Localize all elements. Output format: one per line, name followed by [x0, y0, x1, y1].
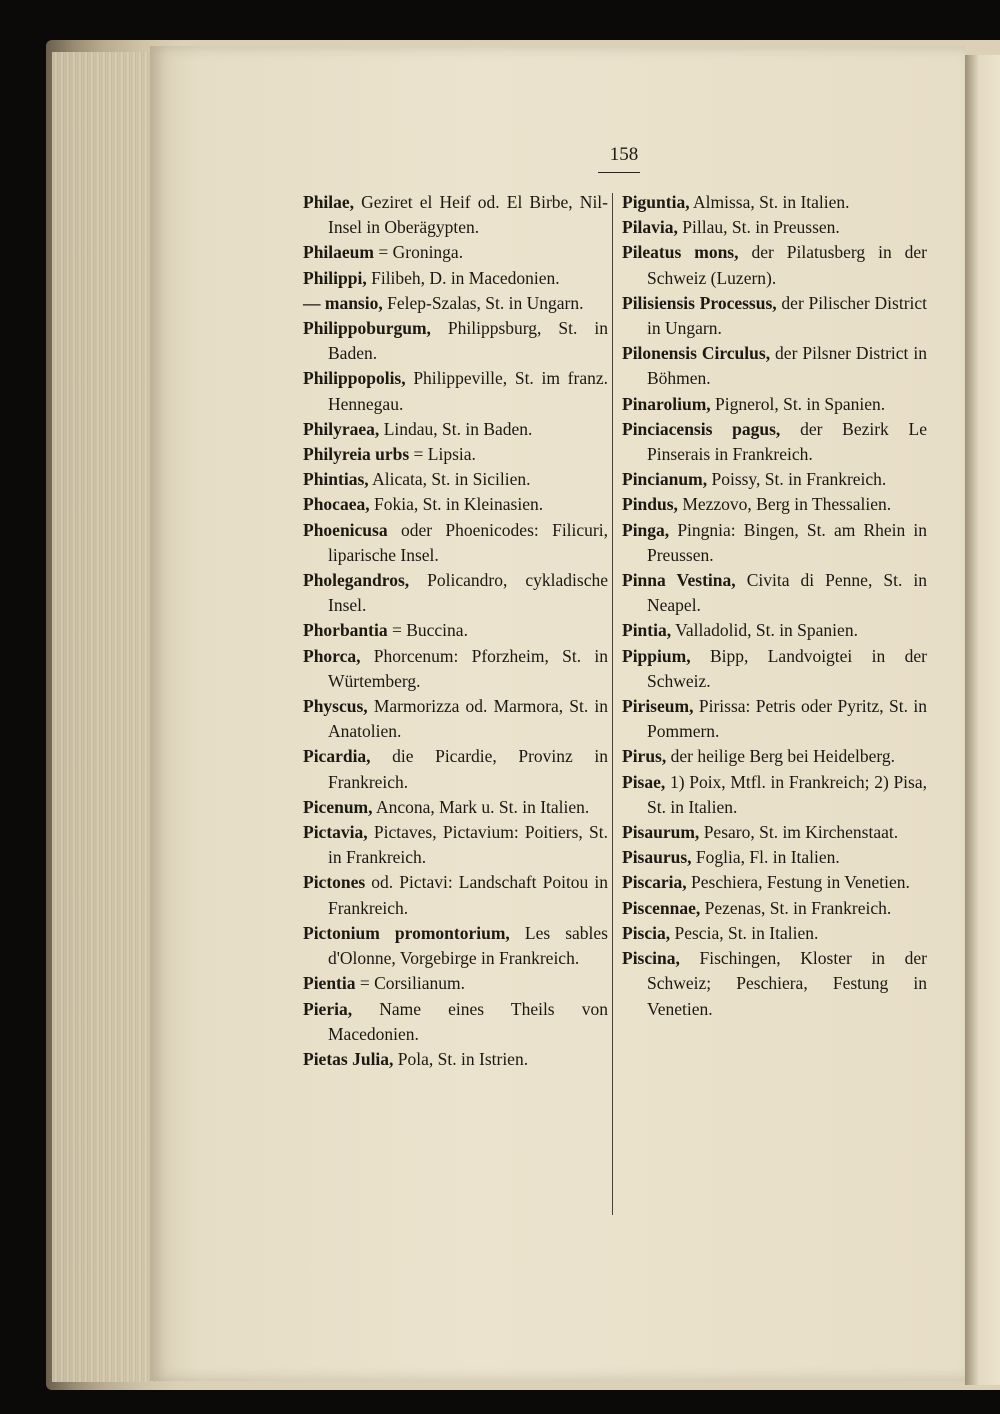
entry-headword: Pinarolium,: [622, 393, 711, 414]
entry-definition: = Groninga.: [378, 242, 464, 263]
dictionary-entry: [622, 744, 927, 769]
entry-headword: Philyraea,: [303, 418, 380, 439]
entry-definition: der Pilischer District in Ungarn.: [647, 292, 928, 339]
dictionary-entry: [303, 316, 608, 366]
entry-definition: Peschiera, Festung in Venetien.: [691, 872, 910, 893]
dictionary-entry: [622, 820, 927, 845]
entry-headword: Physcus,: [303, 696, 368, 717]
entry-headword: Pilonensis Circulus,: [622, 343, 771, 364]
entry-definition: Pirissa: Petris oder Pyritz, St. in Pommern.: [647, 696, 928, 742]
dictionary-entry: [622, 921, 927, 946]
entry-headword: Piriseum,: [622, 696, 694, 717]
entry-headword: Pinna Vestina,: [622, 570, 736, 591]
entry-definition: Civita di Penne, St. in Neapel.: [647, 570, 927, 616]
entry-headword: Pirus,: [622, 746, 667, 767]
entry-definition: der Bezirk Le Pinserais in Frankreich.: [647, 418, 927, 465]
dictionary-entry: [303, 744, 608, 794]
entry-definition: Geziret el Heif od. El Birbe, Nil-Insel in Oberägypten.: [328, 192, 608, 238]
entry-headword: Piscia,: [622, 922, 671, 943]
dictionary-entry: [622, 946, 927, 1022]
entry-headword: Phorca,: [303, 645, 361, 666]
dictionary-entry: [303, 467, 608, 492]
entry-headword: — mansio,: [303, 292, 383, 313]
entry-definition: Foglia, Fl. in Italien.: [695, 847, 840, 868]
left-column: [303, 190, 608, 1072]
page-edges: [52, 52, 162, 1382]
dictionary-entry: [622, 518, 927, 568]
dictionary-entry: [303, 971, 608, 996]
dictionary-entry: [303, 618, 608, 643]
entry-headword: Piscennae,: [622, 897, 701, 918]
dictionary-entry: [303, 291, 608, 316]
entry-headword: Pincianum,: [622, 469, 708, 490]
entry-headword: Phorbantia: [303, 620, 388, 641]
entry-headword: Pictavia,: [303, 822, 368, 843]
entry-headword: Pieria,: [303, 998, 353, 1019]
dictionary-entry: [303, 190, 608, 240]
entry-definition: Fokia, St. in Kleinasien.: [373, 494, 544, 515]
entry-headword: Philaeum: [303, 242, 374, 263]
entry-headword: Philippi,: [303, 267, 367, 288]
facing-page-edge: [965, 55, 1000, 1385]
entry-definition: Mezzovo, Berg in Thessalien.: [682, 494, 892, 515]
dictionary-entry: [303, 568, 608, 618]
entry-definition: oder Phoenicodes: Filicuri, liparische Insel.: [328, 519, 608, 565]
entry-definition: Ancona, Mark u. St. in Italien.: [375, 796, 590, 817]
entry-definition: Pola, St. in Istrien.: [397, 1048, 529, 1069]
entry-definition: = Lipsia.: [413, 444, 476, 465]
dictionary-entry: [622, 618, 927, 643]
entry-definition: Policandro, cykladische Insel.: [328, 570, 608, 616]
dictionary-entry: [303, 518, 608, 568]
entry-definition: der Pilsner District in Böhmen.: [647, 343, 927, 389]
entry-definition: = Corsilianum.: [359, 973, 466, 994]
column-divider: [612, 193, 613, 1215]
entry-definition: Pingnia: Bingen, St. am Rhein in Preussen.: [647, 519, 928, 565]
entry-definition: 1) Poix, Mtfl. in Frankreich; 2) Pisa, St. in Italien.: [647, 771, 928, 817]
dictionary-entry: [622, 896, 927, 921]
entry-headword: Philippopolis,: [303, 368, 406, 389]
entry-headword: Pientia: [303, 973, 356, 994]
entry-headword: Pinciacensis pagus,: [622, 418, 781, 439]
dictionary-entry: [303, 795, 608, 820]
dictionary-entry: [622, 240, 927, 290]
entry-definition: = Buccina.: [391, 620, 468, 641]
entry-definition: Philippsburg, St. in Baden.: [328, 318, 608, 364]
dictionary-entry: [622, 291, 927, 341]
entry-definition: Almissa, St. in Italien.: [693, 192, 850, 212]
dictionary-entry: [622, 341, 927, 391]
entry-headword: Pisaurum,: [622, 822, 700, 843]
entry-headword: Piscina,: [622, 948, 680, 969]
entry-definition: Alicata, St. in Sicilien.: [372, 469, 531, 490]
dictionary-entry: [303, 266, 608, 291]
entry-headword: Pisaurus,: [622, 847, 692, 868]
right-column: [622, 190, 927, 1022]
page-number: 158: [609, 144, 639, 165]
dictionary-entry: [303, 240, 608, 265]
entry-definition: Valladolid, St. in Spanien.: [675, 620, 858, 641]
entry-definition: Bipp, Landvoigtei in der Schweiz.: [647, 645, 927, 691]
dictionary-entry: [622, 492, 927, 517]
entry-headword: Pholegandros,: [303, 570, 410, 591]
entry-definition: Les sables d'Olonne, Vorgebirge in Frankreich.: [328, 922, 608, 969]
entry-definition: Philippeville, St. im franz. Hennegau.: [328, 368, 608, 414]
dictionary-entry: [303, 644, 608, 694]
entry-headword: Pictones: [303, 872, 366, 893]
dictionary-entry: [622, 694, 927, 744]
dictionary-entry: [303, 921, 608, 971]
entry-definition: Phorcenum: Pforzheim, St. in Würtemberg.: [328, 645, 608, 691]
entry-headword: Pintia,: [622, 620, 672, 641]
entry-headword: Pilisiensis Processus,: [622, 292, 777, 313]
entry-headword: Philyreia urbs: [303, 444, 410, 465]
entry-headword: Phoenicusa: [303, 519, 388, 540]
dictionary-entry: [622, 845, 927, 870]
entry-headword: Pietas Julia,: [303, 1048, 394, 1069]
entry-headword: Piguntia,: [622, 192, 690, 212]
entry-definition: Pezenas, St. in Frankreich.: [704, 897, 892, 918]
entry-headword: Pippium,: [622, 645, 691, 666]
entry-headword: Phintias,: [303, 469, 369, 490]
dictionary-entry: [622, 417, 927, 467]
dictionary-entry: [622, 467, 927, 492]
entry-definition: der heilige Berg bei Heidelberg.: [670, 746, 895, 767]
dictionary-entry: [303, 492, 608, 517]
entry-headword: Piscaria,: [622, 872, 687, 893]
entry-definition: Marmorizza od. Marmora, St. in Anatolien.: [328, 696, 609, 742]
entry-definition: der Pilatusberg in der Schweiz (Luzern).: [647, 242, 928, 288]
entry-headword: Pilavia,: [622, 217, 678, 238]
entry-headword: Pisae,: [622, 771, 666, 792]
entry-definition: Pescia, St. in Italien.: [674, 922, 819, 943]
entry-definition: Pillau, St. in Preussen.: [682, 217, 840, 238]
entry-headword: Pinga,: [622, 519, 670, 540]
entry-definition: Fischingen, Kloster in der Schweiz; Peschiera, Festung in Venetien.: [647, 948, 927, 1019]
entry-headword: Philae,: [303, 192, 355, 212]
dictionary-entry: [303, 417, 608, 442]
entry-definition: Pictaves, Pictavium: Poitiers, St. in Frankreich.: [328, 822, 609, 868]
dictionary-entry: [303, 997, 608, 1047]
dictionary-entry: [622, 392, 927, 417]
dictionary-entry: [622, 190, 927, 215]
entry-headword: Pindus,: [622, 494, 678, 515]
dictionary-entry: [622, 870, 927, 895]
entry-definition: die Picardie, Provinz in Frankreich.: [328, 746, 608, 792]
entry-definition: Lindau, St. in Baden.: [383, 418, 533, 439]
dictionary-entry: [303, 694, 608, 744]
dictionary-entry: [303, 366, 608, 416]
entry-definition: Filibeh, D. in Macedonien.: [371, 267, 560, 288]
entry-definition: Pignerol, St. in Spanien.: [715, 393, 886, 414]
dictionary-entry: [622, 215, 927, 240]
dictionary-entry: [303, 1047, 608, 1072]
dictionary-entry: [622, 770, 927, 820]
dictionary-entry: [303, 870, 608, 920]
dictionary-entry: [622, 568, 927, 618]
entry-definition: od. Pictavi: Landschaft Poitou in Frankreich.: [328, 872, 608, 918]
entry-headword: Philippoburgum,: [303, 318, 431, 339]
dictionary-entry: [303, 820, 608, 870]
entry-headword: Picardia,: [303, 746, 371, 767]
dictionary-entry: [303, 442, 608, 467]
entry-definition: Name eines Theils von Macedonien.: [328, 998, 608, 1044]
entry-definition: Poissy, St. in Frankreich.: [711, 469, 887, 490]
entry-headword: Pictonium promontorium,: [303, 922, 510, 943]
entry-headword: Picenum,: [303, 796, 373, 817]
entry-definition: Pesaro, St. im Kirchenstaat.: [703, 822, 899, 843]
page-number-rule: [598, 172, 640, 173]
dictionary-entry: [622, 644, 927, 694]
entry-headword: Pileatus mons,: [622, 242, 739, 263]
entry-definition: Felep-Szalas, St. in Ungarn.: [387, 292, 584, 313]
entry-headword: Phocaea,: [303, 494, 370, 515]
